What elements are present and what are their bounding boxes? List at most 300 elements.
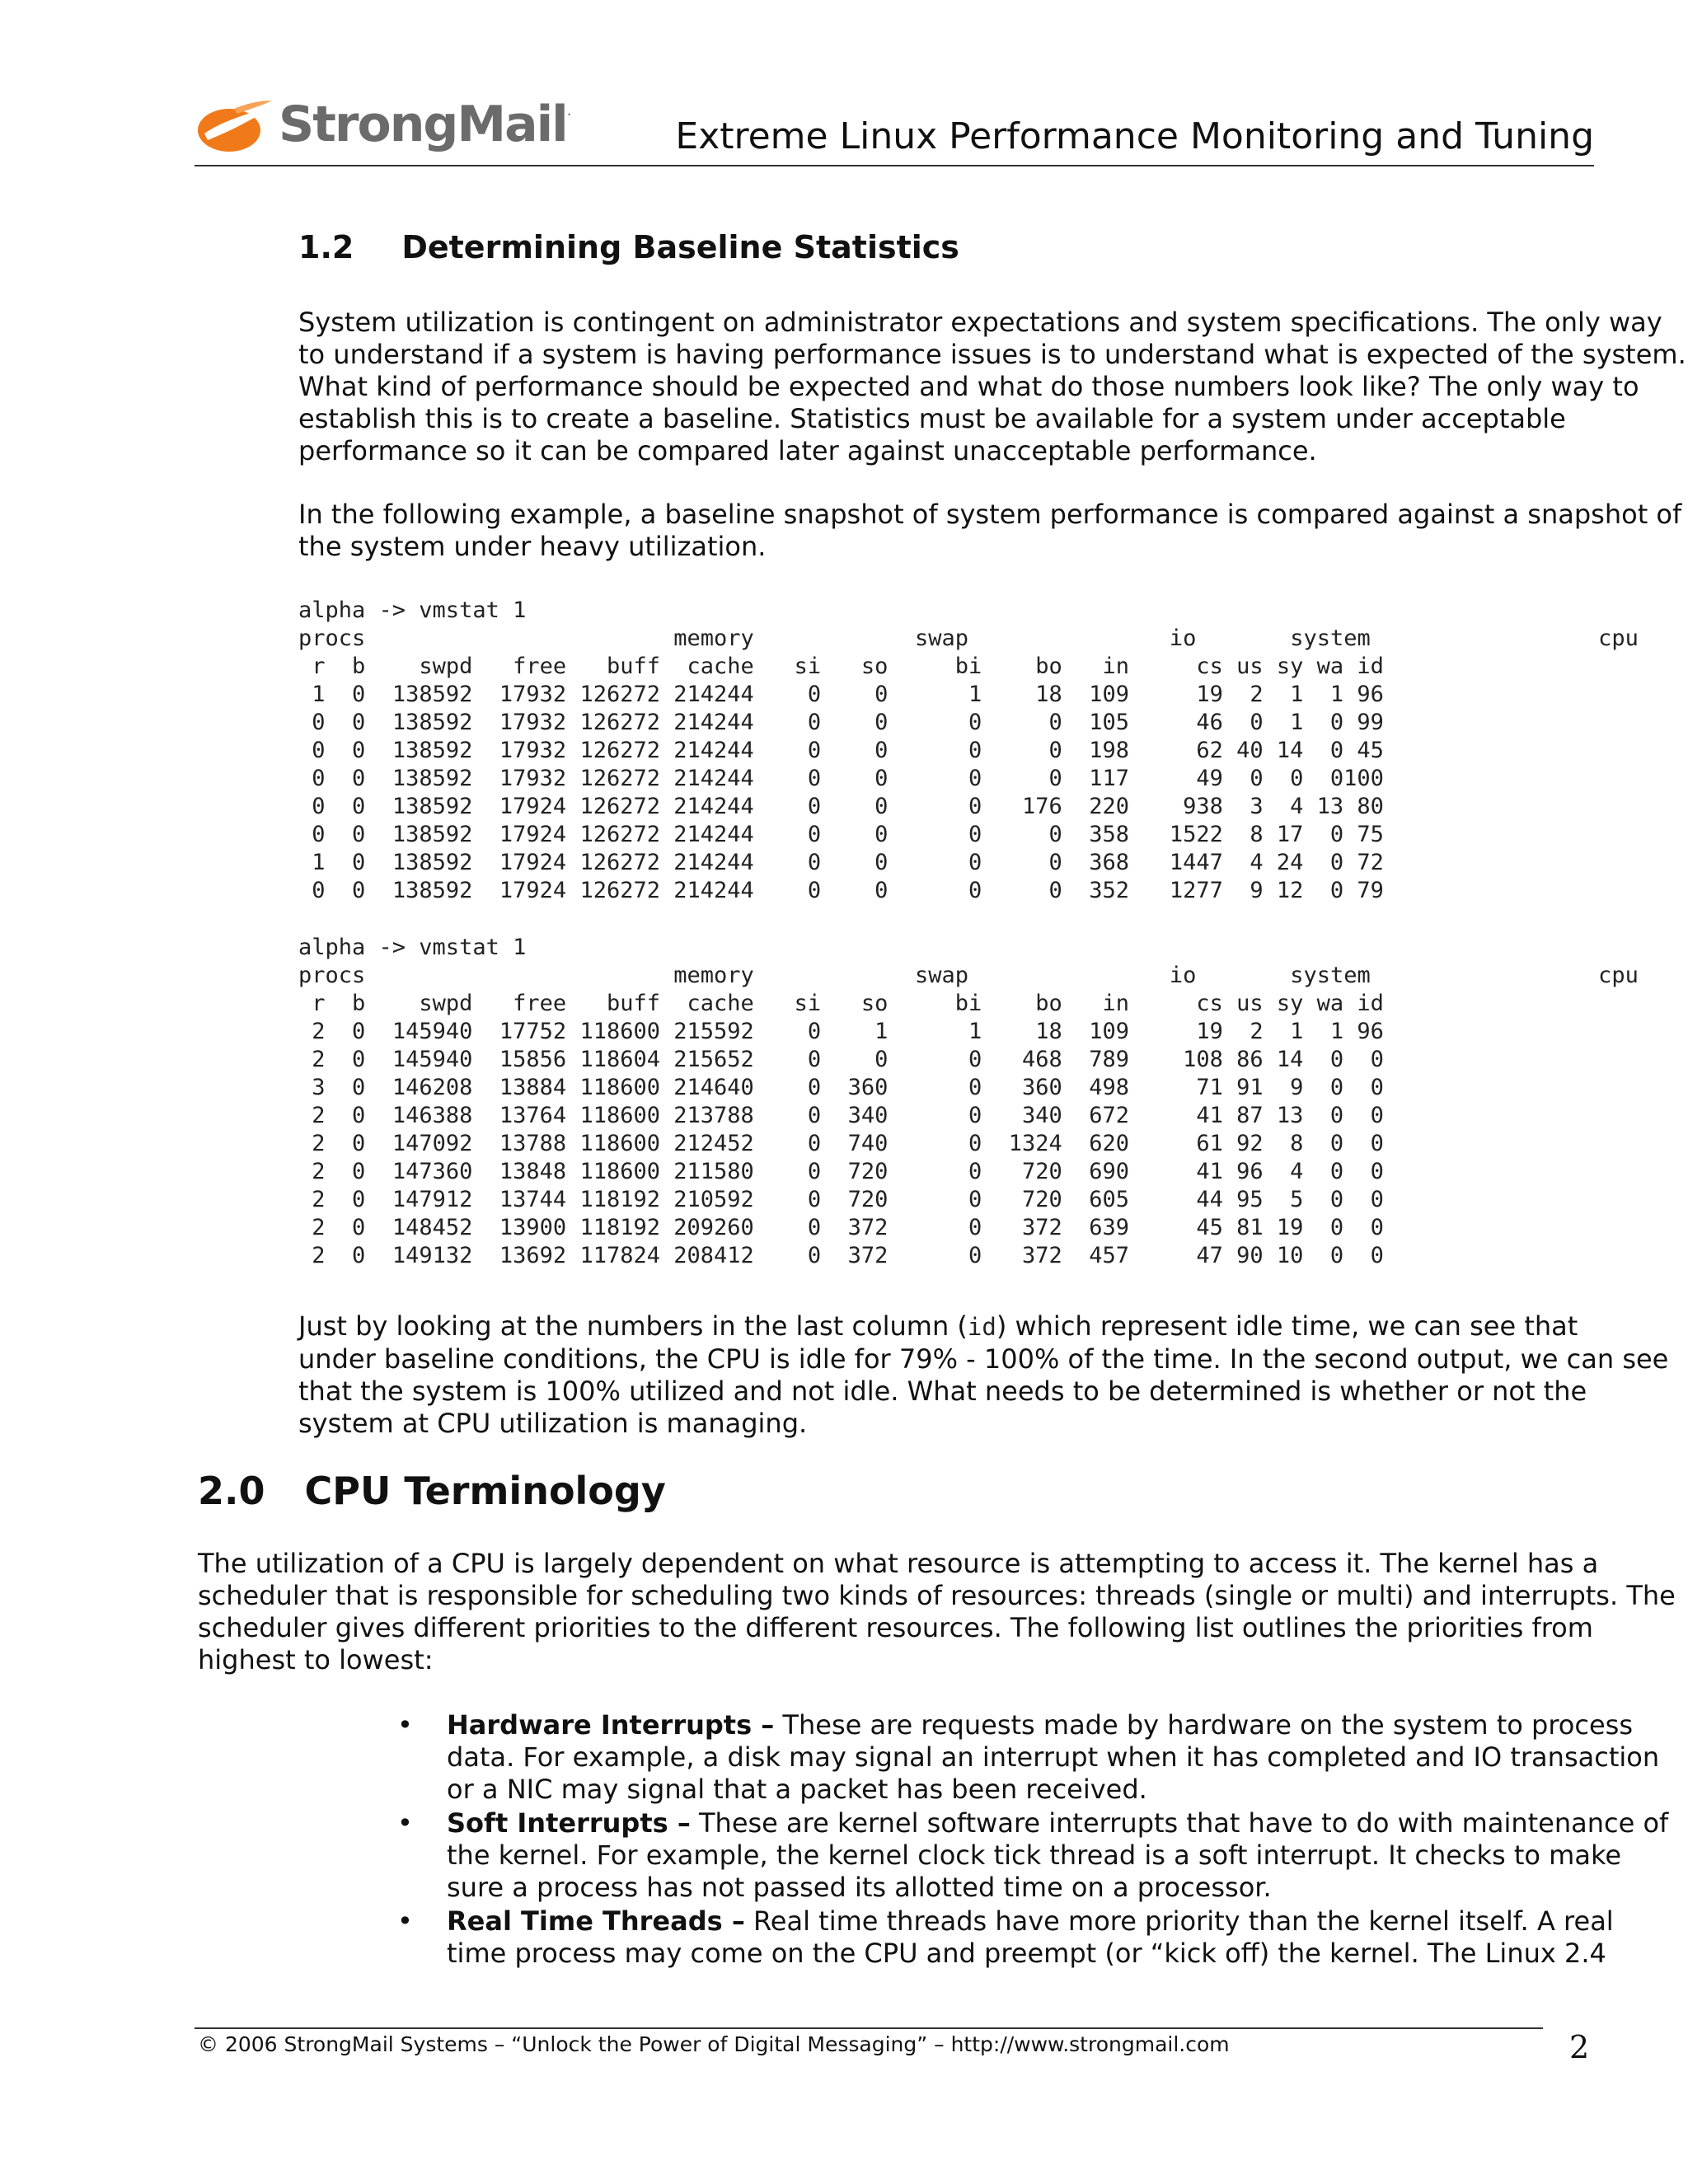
- table-cell: 92: [1236, 1131, 1264, 1156]
- table-cell: 18: [1035, 1019, 1062, 1044]
- table-cell: 118600: [579, 1103, 660, 1128]
- table-cell: 138592: [392, 738, 473, 763]
- table-cell: 2: [312, 1047, 326, 1072]
- table-cell: 0: [352, 1075, 366, 1100]
- table-cell: 720: [1021, 1159, 1062, 1184]
- table-cell: 0: [807, 738, 822, 763]
- table-cell: 0: [1329, 850, 1344, 875]
- table-cell: 0: [1048, 878, 1062, 903]
- table-cell: 1: [968, 1019, 982, 1044]
- table-cell: 100: [1343, 766, 1384, 791]
- command-line: alpha -> vmstat 1: [298, 598, 527, 623]
- table-cell: 213788: [673, 1103, 754, 1128]
- footer-copyright: © 2006 StrongMail Systems – “Unlock the Power of Digital Messaging” – http://www.strongmail.com: [198, 2032, 1230, 2056]
- table-row: [298, 1214, 1639, 1242]
- table-cell: 13884: [499, 1075, 567, 1100]
- group-label: system: [1290, 626, 1371, 651]
- table-cell: 1447: [1169, 850, 1223, 875]
- table-cell: 0: [352, 682, 366, 707]
- table-cell: 0: [874, 794, 889, 819]
- bullet-icon: •: [397, 1905, 413, 1937]
- table-cell: 0: [874, 878, 889, 903]
- table-cell: 17924: [499, 822, 567, 847]
- table-row: [298, 681, 1639, 709]
- table-cell: 0: [1048, 822, 1062, 847]
- column-label: r: [312, 654, 326, 679]
- table-cell: 46: [1196, 710, 1223, 735]
- table-cell: 75: [1357, 822, 1384, 847]
- table-cell: 0: [1048, 738, 1062, 763]
- table-cell: 0: [807, 878, 822, 903]
- column-label: wa: [1316, 991, 1344, 1016]
- table-cell: 605: [1089, 1187, 1130, 1212]
- table-cell: 126272: [579, 822, 660, 847]
- table-cell: 4: [1290, 794, 1304, 819]
- table-cell: 0: [1329, 1103, 1344, 1128]
- table-cell: 0: [968, 1103, 982, 1128]
- table-cell: 17932: [499, 682, 567, 707]
- priority-list: [391, 1709, 1669, 1971]
- table-cell: 0: [1329, 1243, 1344, 1268]
- table-row: [298, 709, 1639, 737]
- table-cell: 0: [807, 1215, 822, 1240]
- table-cell: 720: [847, 1159, 889, 1184]
- table-cell: 0: [352, 878, 366, 903]
- table-cell: 372: [1021, 1215, 1062, 1240]
- table-cell: 149132: [392, 1243, 473, 1268]
- table-cell: 0: [1329, 878, 1344, 903]
- table-cell: 80: [1357, 794, 1384, 819]
- logo-wordmark: StrongMail.: [279, 96, 570, 153]
- group-label: procs: [298, 963, 366, 988]
- table-cell: 0: [807, 1075, 822, 1100]
- table-row: [298, 849, 1639, 877]
- cpu-terminology-paragraph: The utilization of a CPU is largely dependent on what resource is attempting to access it. The kernel has a scheduler that is responsible for scheduling two kinds of resources: threads (single or multi) and interrupts. The scheduler gives different priorities to the different resources. The following list outlines the priorities from highest to lowest:: [198, 1548, 1676, 1675]
- table-cell: 1: [312, 682, 326, 707]
- table-cell: 0: [807, 682, 822, 707]
- table-cell: 126272: [579, 878, 660, 903]
- table-cell: 90: [1236, 1243, 1264, 1268]
- table-cell: 105: [1089, 710, 1130, 735]
- table-cell: 91: [1236, 1075, 1264, 1100]
- table-cell: 86: [1236, 1047, 1264, 1072]
- table-cell: 0: [1048, 850, 1062, 875]
- table-cell: 0: [1048, 710, 1062, 735]
- table-cell: 214244: [673, 850, 754, 875]
- column-label: free: [513, 991, 567, 1016]
- table-cell: 938: [1183, 794, 1223, 819]
- table-cell: 13900: [499, 1215, 567, 1240]
- table-cell: 0: [1048, 766, 1062, 791]
- group-label: cpu: [1598, 626, 1639, 651]
- table-cell: 147360: [392, 1159, 473, 1184]
- table-cell: 45: [1196, 1215, 1223, 1240]
- table-cell: 690: [1089, 1159, 1130, 1184]
- table-cell: 79: [1357, 878, 1384, 903]
- table-cell: 14: [1276, 1047, 1304, 1072]
- table-cell: 0: [312, 738, 326, 763]
- table-cell: 99: [1357, 710, 1384, 735]
- table-cell: 19: [1196, 682, 1223, 707]
- inline-code-id: id: [967, 1313, 996, 1341]
- table-cell: 117: [1089, 766, 1130, 791]
- table-cell: 0: [352, 794, 366, 819]
- table-cell: 214244: [673, 738, 754, 763]
- table-cell: 214244: [673, 822, 754, 847]
- table-cell: 12: [1276, 878, 1304, 903]
- table-cell: 138592: [392, 766, 473, 791]
- table-cell: 19: [1276, 1215, 1304, 1240]
- page-number: 2: [1569, 2029, 1590, 2065]
- column-label: si: [794, 654, 822, 679]
- table-cell: 220: [1089, 794, 1130, 819]
- table-row: [298, 1186, 1639, 1214]
- table-cell: 208412: [673, 1243, 754, 1268]
- column-label: cache: [687, 991, 754, 1016]
- table-cell: 1: [968, 682, 982, 707]
- header-divider: [195, 165, 1594, 166]
- table-cell: 8: [1250, 822, 1264, 847]
- table-cell: 1324: [1008, 1131, 1062, 1156]
- table-cell: 1: [1290, 1019, 1304, 1044]
- column-label: r: [312, 991, 326, 1016]
- table-cell: 13744: [499, 1187, 567, 1212]
- column-label: us: [1236, 991, 1264, 1016]
- table-cell: 19: [1196, 1019, 1223, 1044]
- section-heading-1-2: [298, 229, 959, 265]
- table-cell: 0: [352, 822, 366, 847]
- table-cell: 0: [312, 878, 326, 903]
- table-cell: 61: [1196, 1131, 1223, 1156]
- group-label: memory: [673, 963, 754, 988]
- table-cell: 17924: [499, 850, 567, 875]
- table-cell: 118600: [579, 1159, 660, 1184]
- table-cell: 40: [1236, 738, 1264, 763]
- table-cell: 340: [847, 1103, 889, 1128]
- table-cell: 109: [1089, 682, 1130, 707]
- bullet-icon: •: [397, 1709, 413, 1741]
- table-cell: 0: [352, 1159, 366, 1184]
- table-cell: 0: [968, 822, 982, 847]
- table-cell: 0: [352, 1131, 366, 1156]
- table-cell: 2: [312, 1131, 326, 1156]
- column-label: si: [794, 991, 822, 1016]
- table-cell: 2: [312, 1019, 326, 1044]
- table-cell: 0: [968, 1243, 982, 1268]
- table-cell: 138592: [392, 710, 473, 735]
- table-cell: 0: [807, 794, 822, 819]
- table-cell: 214244: [673, 878, 754, 903]
- list-item: • Hardware Interrupts – These are requests made by hardware on the system to process data. For example, a disk may signal an interrupt when it has completed and IO transaction or a NIC may signal that a packet has been received.: [397, 1709, 1660, 1805]
- table-cell: 126272: [579, 850, 660, 875]
- table-row: [298, 1158, 1639, 1186]
- table-cell: 17932: [499, 766, 567, 791]
- column-label: id: [1357, 654, 1384, 679]
- analysis-paragraph: Just by looking at the numbers in the last column (id) which represent idle time, we can see that under baseline conditions, the CPU is idle for 79% - 100% of the time. In the second output, we can see that the system is 100% utilized and not idle. What needs to be determined is whether or not the system at CPU utilization is managing.: [298, 1310, 1669, 1439]
- table-cell: 340: [1021, 1103, 1062, 1128]
- table-cell: 0: [807, 1159, 822, 1184]
- table-cell: 1522: [1169, 822, 1223, 847]
- table-cell: 372: [847, 1243, 889, 1268]
- table-cell: 360: [847, 1075, 889, 1100]
- column-label: cs: [1196, 654, 1223, 679]
- table-cell: 96: [1357, 682, 1384, 707]
- intro-paragraph: System utilization is contingent on administrator expectations and system specifications. The only way to understand if a system is having performance issues is to understand what is expected of the system. What kind of performance should be expected and what do those numbers look like? The only way to establish this is to create a baseline. Statistics must be available for a system under acceptable performance so it can be compared later against unacceptable performance.: [298, 307, 1686, 466]
- table-cell: 49: [1196, 766, 1223, 791]
- group-label: io: [1169, 626, 1197, 651]
- column-group-header: [298, 962, 1639, 990]
- table-row: [298, 793, 1639, 821]
- table-cell: 41: [1196, 1103, 1223, 1128]
- list-item: • Soft Interrupts – These are kernel software interrupts that have to do with maintenance of the kernel. For example, the kernel clock tick thread is a soft interrupt. It checks to make sure a process has not passed its allotted time on a processor.: [397, 1807, 1669, 1903]
- table-cell: 146208: [392, 1075, 473, 1100]
- table-cell: 0: [312, 766, 326, 791]
- table-cell: 368: [1089, 850, 1130, 875]
- example-paragraph: In the following example, a baseline snapshot of system performance is compared against a snapshot of the system under heavy utilization.: [298, 499, 1682, 562]
- table-row: [298, 877, 1639, 905]
- column-label: in: [1102, 654, 1130, 679]
- logo-swoosh-icon: [196, 97, 275, 157]
- group-label: memory: [673, 626, 754, 651]
- table-cell: 0: [807, 766, 822, 791]
- table-cell: 0: [352, 1243, 366, 1268]
- table-cell: 0: [874, 710, 889, 735]
- table-cell: 2: [312, 1215, 326, 1240]
- table-cell: 5: [1290, 1187, 1304, 1212]
- table-cell: 468: [1021, 1047, 1062, 1072]
- table-cell: 0: [352, 1215, 366, 1240]
- table-cell: 13764: [499, 1103, 567, 1128]
- table-cell: 0: [874, 822, 889, 847]
- column-label: bi: [954, 991, 982, 1016]
- table-cell: 0: [1329, 1159, 1344, 1184]
- table-cell: 71: [1196, 1075, 1223, 1100]
- table-cell: 18: [1035, 682, 1062, 707]
- table-cell: 672: [1089, 1103, 1130, 1128]
- table-cell: 126272: [579, 794, 660, 819]
- table-cell: 145940: [392, 1047, 473, 1072]
- table-cell: 3: [1250, 794, 1264, 819]
- table-cell: 13: [1276, 1103, 1304, 1128]
- table-cell: 0: [807, 1019, 822, 1044]
- group-label: procs: [298, 626, 366, 651]
- table-cell: 4: [1290, 1159, 1304, 1184]
- vmstat-loaded-output: [298, 934, 1639, 1270]
- group-label: swap: [914, 626, 968, 651]
- document-header-title: Extreme Linux Performance Monitoring and Tuning: [675, 115, 1594, 157]
- table-cell: 214640: [673, 1075, 754, 1100]
- column-label: b: [352, 654, 366, 679]
- table-cell: 0: [1370, 1075, 1384, 1100]
- column-label: cs: [1196, 991, 1223, 1016]
- table-cell: 17924: [499, 878, 567, 903]
- list-item: • Real Time Threads – Real time threads have more priority than the kernel itself. A real time process may come on the CPU and preempt (or “kick off) the kernel. The Linux 2.4: [397, 1905, 1614, 1969]
- table-cell: 117824: [579, 1243, 660, 1268]
- table-cell: 0: [1329, 1131, 1344, 1156]
- table-row: [298, 821, 1639, 849]
- table-cell: 0: [1370, 1243, 1384, 1268]
- column-label: so: [860, 654, 889, 679]
- table-row: [298, 1074, 1639, 1102]
- group-label: io: [1169, 963, 1197, 988]
- table-cell: 214244: [673, 766, 754, 791]
- table-cell: 24: [1276, 850, 1304, 875]
- column-header: [298, 990, 1639, 1018]
- table-cell: 0: [1250, 766, 1264, 791]
- table-cell: 720: [847, 1187, 889, 1212]
- table-cell: 0: [1370, 1159, 1384, 1184]
- table-cell: 118604: [579, 1047, 660, 1072]
- column-label: in: [1102, 991, 1130, 1016]
- table-cell: 176: [1021, 794, 1062, 819]
- table-cell: 0: [1370, 1215, 1384, 1240]
- table-cell: 0: [968, 1131, 982, 1156]
- bullet-icon: •: [397, 1807, 413, 1839]
- column-label: bi: [954, 654, 982, 679]
- table-cell: 96: [1357, 1019, 1384, 1044]
- column-header: [298, 653, 1639, 681]
- table-cell: 13788: [499, 1131, 567, 1156]
- table-cell: 1: [874, 1019, 889, 1044]
- table-cell: 9: [1250, 878, 1264, 903]
- table-cell: 358: [1089, 822, 1130, 847]
- table-cell: 41: [1196, 1159, 1223, 1184]
- table-cell: 0: [968, 1215, 982, 1240]
- table-cell: 212452: [673, 1131, 754, 1156]
- section-number: 2.0: [198, 1469, 265, 1513]
- group-label: swap: [914, 963, 968, 988]
- table-cell: 0: [312, 794, 326, 819]
- table-cell: 0: [1250, 710, 1264, 735]
- table-cell: 4: [1250, 850, 1264, 875]
- table-cell: 118600: [579, 1075, 660, 1100]
- section-heading-2-0: [198, 1469, 666, 1513]
- table-cell: 0: [1290, 766, 1304, 791]
- table-row: [298, 765, 1639, 793]
- table-cell: 0: [968, 1047, 982, 1072]
- table-cell: 1: [1329, 1019, 1344, 1044]
- table-cell: 2: [312, 1187, 326, 1212]
- table-cell: 0: [968, 1159, 982, 1184]
- table-cell: 17: [1276, 822, 1304, 847]
- table-cell: 1277: [1169, 878, 1223, 903]
- table-cell: 0: [968, 738, 982, 763]
- table-cell: 95: [1236, 1187, 1264, 1212]
- table-cell: 9: [1290, 1075, 1304, 1100]
- table-cell: 148452: [392, 1215, 473, 1240]
- table-cell: 146388: [392, 1103, 473, 1128]
- table-cell: 1: [312, 850, 326, 875]
- table-cell: 0: [352, 850, 366, 875]
- group-label: system: [1290, 963, 1371, 988]
- table-cell: 0: [874, 850, 889, 875]
- table-cell: 138592: [392, 822, 473, 847]
- table-cell: 15856: [499, 1047, 567, 1072]
- group-label: cpu: [1598, 963, 1639, 988]
- section-title: Determining Baseline Statistics: [401, 229, 959, 265]
- table-cell: 0: [1329, 1187, 1344, 1212]
- table-cell: 215652: [673, 1047, 754, 1072]
- footer-divider: [195, 2027, 1543, 2029]
- column-label: wa: [1316, 654, 1344, 679]
- column-label: so: [860, 991, 889, 1016]
- table-cell: 214244: [673, 794, 754, 819]
- table-cell: 0: [968, 794, 982, 819]
- table-cell: 0: [1370, 1131, 1384, 1156]
- table-cell: 1: [1290, 710, 1304, 735]
- table-row: [298, 1242, 1639, 1270]
- table-cell: 0: [874, 738, 889, 763]
- table-cell: 0: [1329, 822, 1344, 847]
- table-row: [298, 1018, 1639, 1046]
- table-cell: 126272: [579, 710, 660, 735]
- table-cell: 1: [1329, 682, 1344, 707]
- table-cell: 13692: [499, 1243, 567, 1268]
- column-group-header: [298, 625, 1639, 653]
- table-cell: 0: [874, 1047, 889, 1072]
- table-cell: 45: [1357, 738, 1384, 763]
- table-cell: 620: [1089, 1131, 1130, 1156]
- column-label: sy: [1276, 991, 1304, 1016]
- table-cell: 0: [968, 850, 982, 875]
- column-label: buff: [606, 654, 660, 679]
- table-cell: 0: [312, 822, 326, 847]
- table-cell: 0: [352, 766, 366, 791]
- table-cell: 0: [807, 822, 822, 847]
- table-cell: 0: [968, 1075, 982, 1100]
- table-cell: 17932: [499, 738, 567, 763]
- table-cell: 0: [1329, 1075, 1344, 1100]
- table-cell: 0: [1370, 1187, 1384, 1212]
- column-label: bo: [1035, 654, 1062, 679]
- section-title: CPU Terminology: [304, 1469, 666, 1513]
- table-cell: 10: [1276, 1243, 1304, 1268]
- table-cell: 138592: [392, 794, 473, 819]
- table-cell: 62: [1196, 738, 1223, 763]
- table-cell: 118192: [579, 1215, 660, 1240]
- table-cell: 81: [1236, 1215, 1264, 1240]
- table-cell: 108: [1183, 1047, 1223, 1072]
- table-cell: 0: [1329, 710, 1344, 735]
- table-cell: 0: [1329, 1215, 1344, 1240]
- table-cell: 214244: [673, 682, 754, 707]
- table-cell: 0: [807, 850, 822, 875]
- table-cell: 96: [1236, 1159, 1264, 1184]
- table-cell: 3: [312, 1075, 326, 1100]
- table-cell: 215592: [673, 1019, 754, 1044]
- vmstat-baseline-output: [298, 597, 1639, 905]
- table-cell: 87: [1236, 1103, 1264, 1128]
- table-cell: 0: [1329, 738, 1344, 763]
- table-cell: 0: [807, 1047, 822, 1072]
- table-cell: 720: [1021, 1187, 1062, 1212]
- table-cell: 209260: [673, 1215, 754, 1240]
- table-cell: 0: [807, 1187, 822, 1212]
- table-row: [298, 1046, 1639, 1074]
- table-row: [298, 1102, 1639, 1130]
- table-cell: 17924: [499, 794, 567, 819]
- table-cell: 14: [1276, 738, 1304, 763]
- table-row: [298, 1130, 1639, 1158]
- table-cell: 0: [352, 1019, 366, 1044]
- table-cell: 47: [1196, 1243, 1223, 1268]
- table-cell: 138592: [392, 878, 473, 903]
- table-cell: 126272: [579, 738, 660, 763]
- table-cell: 214244: [673, 710, 754, 735]
- column-label: bo: [1035, 991, 1062, 1016]
- table-cell: 118600: [579, 1131, 660, 1156]
- column-label: b: [352, 991, 366, 1016]
